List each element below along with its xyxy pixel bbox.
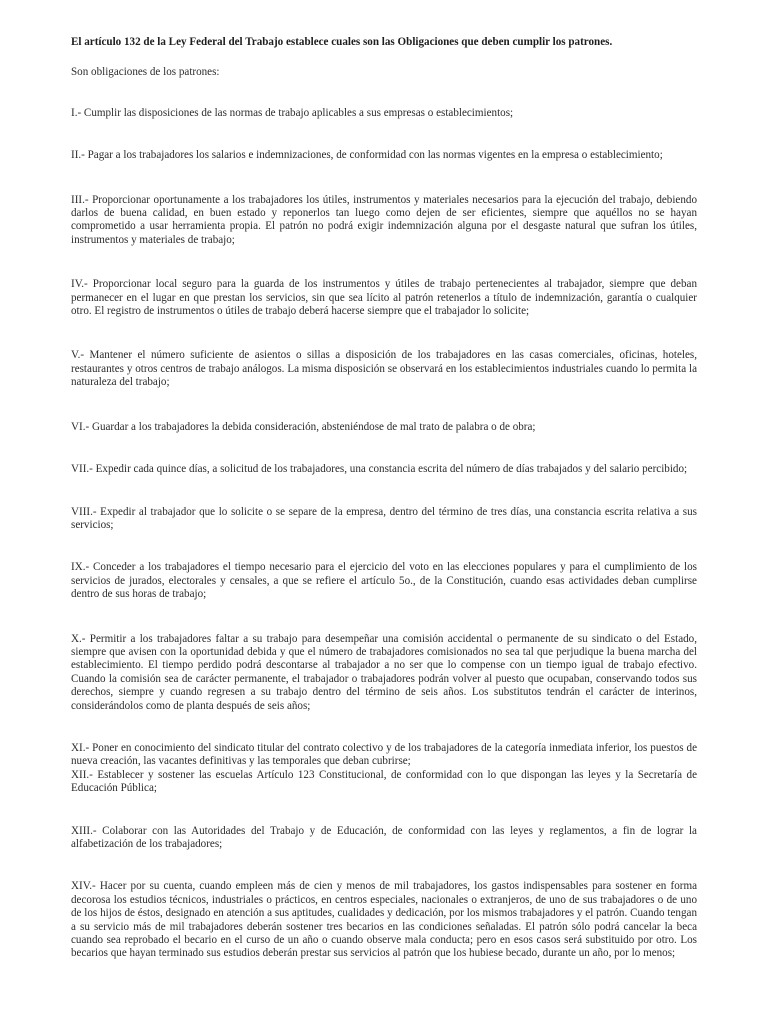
- clause-xi: XI.- Poner en conocimiento del sindicato titular del contrato colectivo y de los trabajadores de la categoría inmediata inferior, los puestos de nueva creación, las vacantes definitivas y las temporales que deban cubrirse;: [71, 741, 697, 768]
- clause-vi: VI.- Guardar a los trabajadores la debida consideración, absteniéndose de mal trato de palabra o de obra;: [71, 420, 536, 433]
- clause-x: X.- Permitir a los trabajadores faltar a su trabajo para desempeñar una comisión accidental o permanente de su sindicato o del Estado, siempre que avisen con la oportunidad debida y que el número de trabajadores comisionados no sea tal que perjudique la buena marcha del establecimiento. El tiempo perdido podrá descontarse al trabajador a no ser que lo compense con un tiempo igual de trabajo efectivo. Cuando la comisión sea de carácter permanente, el trabajador o trabajadores podrán volver al puesto que ocupaban, conservando todos sus derechos, siempre y cuando regresen a su trabajo dentro del término de seis años. Los substitutos tendrán el carácter de interinos, considerándolos como de planta después de seis años;: [71, 632, 697, 712]
- clause-xiv: XIV.- Hacer por su cuenta, cuando empleen más de cien y menos de mil trabajadores, los gastos indispensables para sostener en forma decorosa los estudios técnicos, industriales o prácticos, en centros especiales, nacionales o extranjeros, de uno de sus trabajadores o de uno de los hijos de éstos, designado en atención a sus aptitudes, cualidades y dedicación, por los mismos trabajadores y el patrón. Cuando tengan a su servicio más de mil trabajadores deberán sostener tres becarios en las condiciones señaladas. El patrón sólo podrá cancelar la beca cuando sea reprobado el becario en el curso de un año o cuando observe mala conducta; pero en esos casos será substituido por otro. Los becarios que hayan terminado sus estudios deberán prestar sus servicios al patrón que los hubiese becado, durante un año, por lo menos;: [71, 880, 697, 960]
- clause-viii: VIII.- Expedir al trabajador que lo solicite o se separe de la empresa, dentro del término de tres días, una constancia escrita relativa a sus servicios;: [71, 505, 697, 531]
- clause-ii: II.- Pagar a los trabajadores los salarios e indemnizaciones, de conformidad con las normas vigentes en la empresa o establecimiento;: [71, 149, 663, 162]
- clause-iii: III.- Proporcionar oportunamente a los trabajadores los útiles, instrumentos y materiales necesarios para la ejecución del trabajo, debiendo darlos de buena calidad, en buen estado y reponerlos tan luego como dejen de ser eficientes, siempre que aquéllos no se hayan comprometido a usar herramienta propia. El patrón no podrá exigir indemnización alguna por el desgaste natural que sufran los útiles, instrumentos y materiales de trabajo;: [71, 193, 697, 246]
- clause-i: I.- Cumplir las disposiciones de las normas de trabajo aplicables a sus empresas o establecimientos;: [71, 106, 514, 119]
- document-heading: El artículo 132 de la Ley Federal del Trabajo establece cuales son las Obligaciones que deben cumplir los patrones.: [71, 36, 613, 48]
- clause-xii: XII.- Establecer y sostener las escuelas Artículo 123 Constitucional, de conformidad con lo que dispongan las leyes y la Secretaría de Educación Pública;: [71, 768, 697, 795]
- clause-vii: VII.- Expedir cada quince días, a solicitud de los trabajadores, una constancia escrita del número de días trabajados y del salario percibido;: [71, 463, 688, 476]
- clause-xiii: XIII.- Colaborar con las Autoridades del Trabajo y de Educación, de conformidad con las leyes y reglamentos, a fin de lograr la alfabetización de los trabajadores;: [71, 824, 697, 850]
- clause-v: V.- Mantener el número suficiente de asientos o sillas a disposición de los trabajadores en las casas comerciales, oficinas, hoteles, restaurantes y otros centros de trabajo análogos. La misma disposición se observará en los establecimientos industriales cuando lo permita la naturaleza del trabajo;: [71, 349, 697, 389]
- intro-text: Son obligaciones de los patrones:: [71, 66, 220, 79]
- clause-iv: IV.- Proporcionar local seguro para la guarda de los instrumentos y útiles de trabajo pertenecientes al trabajador, siempre que deban permanecer en el lugar en que prestan los servicios, sin que sea lícito al patrón retenerlos a título de indemnización, garantía o cualquier otro. El registro de instrumentos o útiles de trabajo deberá hacerse siempre que el trabajador lo solicite;: [71, 278, 697, 318]
- clause-ix: IX.- Conceder a los trabajadores el tiempo necesario para el ejercicio del voto en las elecciones populares y para el cumplimiento de los servicios de jurados, electorales y censales, a que se refiere el artículo 5o., de la Constitución, cuando esas actividades deban cumplirse dentro de sus horas de trabajo;: [71, 561, 697, 601]
